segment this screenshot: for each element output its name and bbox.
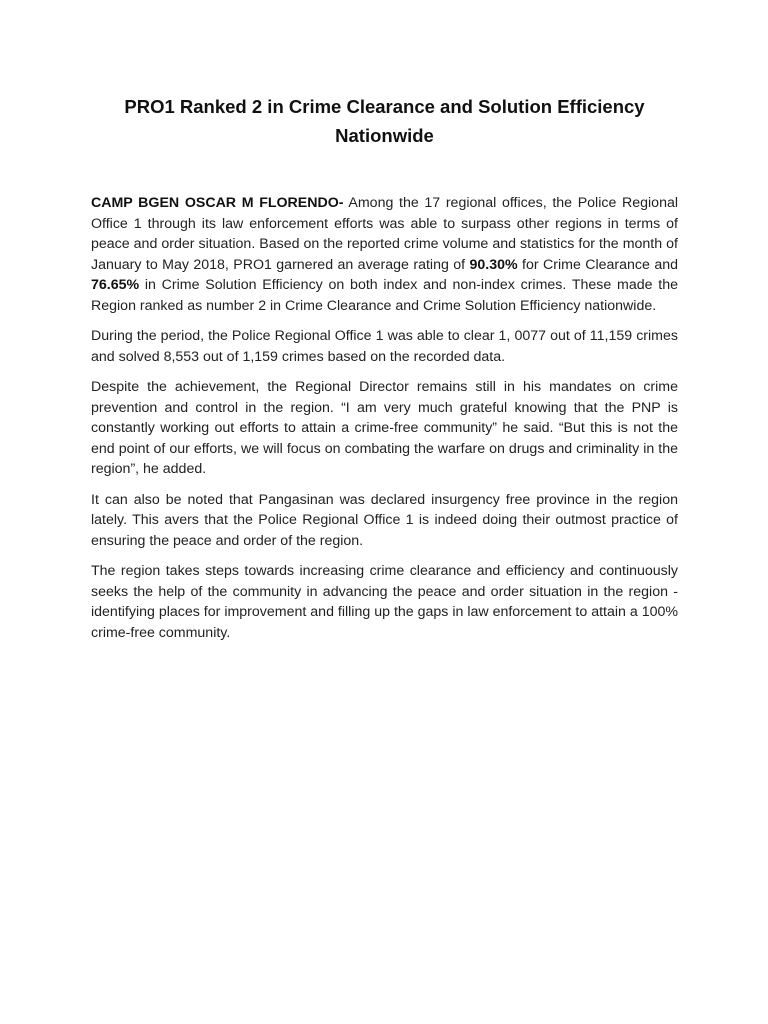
title-line-2: Nationwide [335,125,434,146]
crime-clearance-rating: 90.30% [469,256,518,273]
document-title [91,92,678,150]
paragraph-1-text-b: for Crime Clearance and [517,256,678,273]
paragraph-5: The region takes steps towards increasing crime clearance and efficiency and continuously seeks the help of the community in advancing the peace and order situation in the region - identifying places for improvement and filling up the gaps in law enforcement to attain a 100% crime-free community. [91,563,678,641]
dateline: CAMP BGEN OSCAR M FLORENDO- [91,195,344,211]
paragraph-3: Despite the achievement, the Regional Director remains still in his mandates on crime prevention and control in the region. “I am very much grateful knowing that the PNP is constantly working out efforts to attain a crime-free community” he said. “But this is not the end point of our efforts, we will focus on combating the warfare on drugs and criminality in the region”, he added. [91,379,678,477]
paragraph-4: It can also be noted that Pangasinan was declared insurgency free province in the region lately. This avers that the Police Regional Office 1 is indeed doing their outmost practice of ensuring the peace and order of the region. [91,491,678,549]
crime-solution-rating: 76.65% [91,277,140,293]
title-line-1: PRO1 Ranked 2 in Crime Clearance and Solution Efficiency [124,96,645,117]
paragraph-1-text-c: in Crime Solution Efficiency on both index and non-index crimes. These made the Region ranked as number 2 in Crime Clearance and Crime Solution Efficiency nationwide. [91,277,678,314]
paragraph-2: During the period, the Police Regional Office 1 was able to clear 1, 0077 out of 11,159 crimes and solved 8,553 out of 1,159 crimes based on the recorded data. [91,328,678,365]
article-body [91,193,678,643]
paragraph-1-text-a: Among the 17 regional offices, the Police Regional Office 1 through its law enforcement efforts was able to surpass other regions in terms of peace and order situation. Based on the reported crime volume and statistics for the month of January to May 2018, PRO1 garnered an average rating of [91,195,679,273]
paragraph-1 [91,193,678,316]
